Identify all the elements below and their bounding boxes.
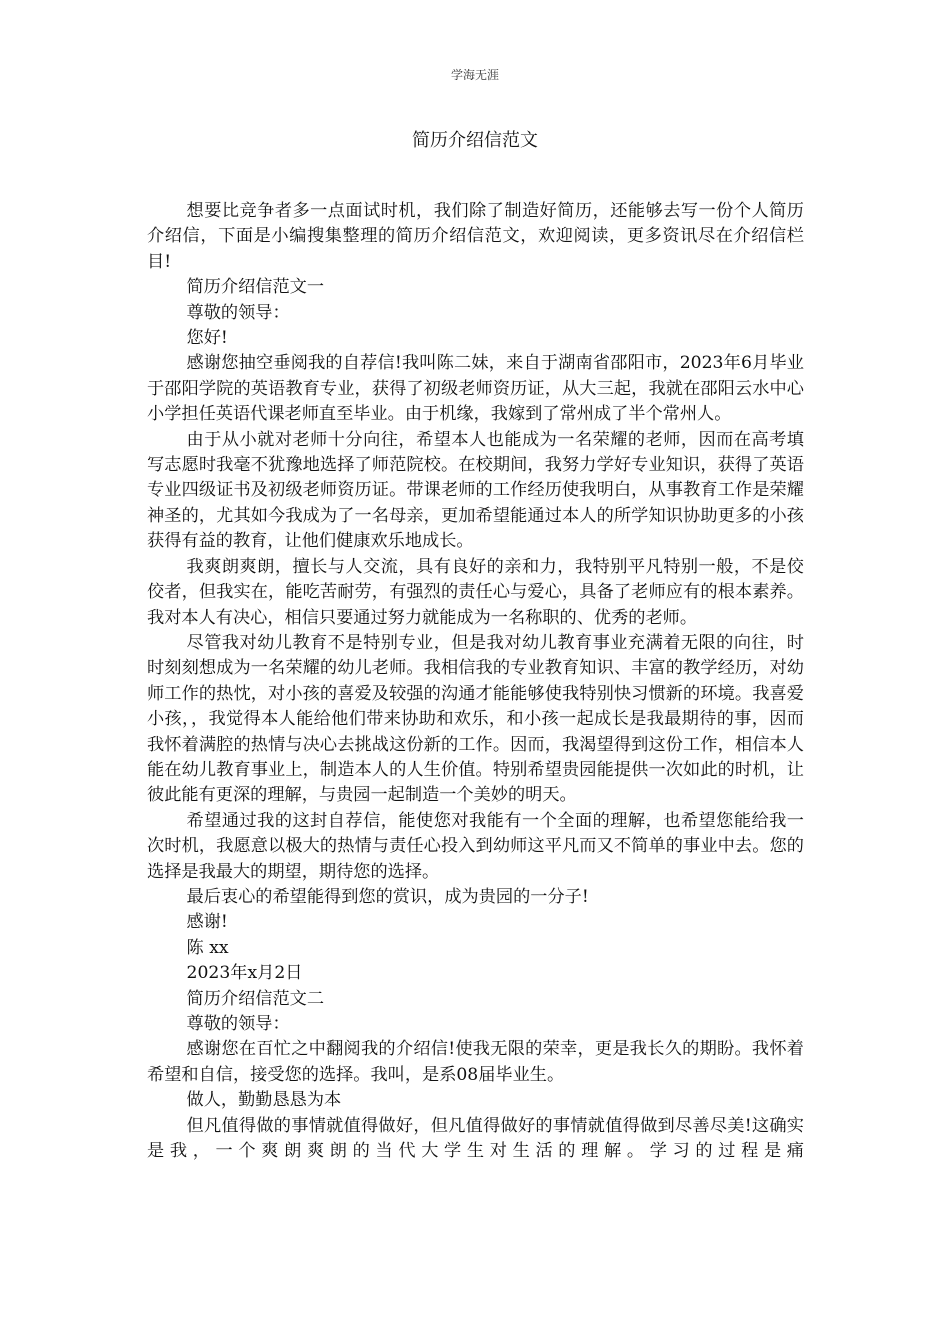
- salutation: 尊敬的领导：: [186, 1014, 290, 1034]
- paragraph: 希望通过我的这封自荐信，能使您对我能有一个全面的理解，也希望您能给我一次时机，我愿意以极大的热情与责任心投入到幼师这平凡而又不简单的事业中去。您的选择是我最大的期望，期待您的选择。: [147, 810, 804, 882]
- document-title: 简历介绍信范文: [412, 130, 538, 151]
- page-header: 学海无涯: [450, 68, 499, 82]
- closing-thanks: 感谢!: [186, 912, 228, 933]
- paragraph-intro: 想要比竞争者多一点面试时机，我们除了制造好简历，还能够去写一份个人简历介绍信，下面是小编搜集整理的简历介绍信范文，欢迎阅读，更多资讯尽在介绍信栏目!: [147, 201, 804, 272]
- paragraph: 感谢您抽空垂阅我的自荐信!我叫陈二妹，来自于湖南省邵阳市，2023年6月毕业于邵阳学院的英语教育专业，获得了初级老师资历证，从大三起，我就在邵阳云水中心小学担任英语代课老师直至毕业。由于机缘，我嫁到了常州成了半个常州人。: [147, 353, 804, 425]
- section-heading-2: 简历介绍信范文二: [186, 988, 325, 1009]
- section-heading-1: 简历介绍信范文一: [186, 277, 325, 298]
- paragraph: 感谢您在百忙之中翻阅我的介绍信!使我无限的荣幸，更是我长久的期盼。我怀着希望和自信，接受您的选择。我叫，是系08届毕业生。: [147, 1039, 804, 1085]
- closing-wish: 最后衷心的希望能得到您的赏识，成为贵园的一分子!: [186, 886, 589, 907]
- paragraph-continued: 但凡值得做的事情就值得做好，但凡值得做好的事情就值得做到尽善尽美!这确实是我，一个爽朗爽朗的当代大学生对生活的理解。学习的过程是痛: [147, 1115, 804, 1162]
- paragraph: 我爽朗爽朗，擅长与人交流，具有良好的亲和力，我特别平凡特别一般，不是佼佼者，但我实在，能吃苦耐劳，有强烈的责任心与爱心，具备了老师应有的根本素养。我对本人有决心，相信只要通过努力就能成为一名称职的、优秀的老师。: [147, 556, 804, 628]
- signature-date: 2023年x月2日: [186, 963, 303, 984]
- paragraph: 由于从小就对老师十分向往，希望本人也能成为一名荣耀的老师，因而在高考填写志愿时我毫不犹豫地选择了师范院校。在校期间，我努力学好专业知识，获得了英语专业四级证书及初级老师资历证。带课老师的工作经历使我明白，从事教育工作是荣耀神圣的，尤其如今我成为了一名母亲，更加希望能通过本人的所学知识协助更多的小孩获得有益的教育，让他们健康欢乐地成长。: [147, 429, 804, 552]
- subheading: 做人，勤勤恳恳为本: [186, 1090, 342, 1111]
- signature-name: 陈 xx: [186, 937, 229, 958]
- salutation: 尊敬的领导：: [186, 302, 290, 323]
- paragraph: 尽管我对幼儿教育不是特别专业，但是我对幼儿教育事业充满着无限的向往，时时刻刻想成为一名荣耀的幼儿老师。我相信我的专业教育知识、丰富的教学经历，对幼师工作的热忱，对小孩的喜爱及较强的沟通才能能够使我特别快习惯新的环境。我喜爱小孩，，我觉得本人能给他们带来协助和欢乐，和小孩一起成长是我最期待的事，因而我怀着满腔的热情与决心去挑战这份新的工作。因而，我渴望得到这份工作，相信本人能在幼儿教育事业上，制造本人的人生价值。特别希望贵园能提供一次如此的时机，让彼此能有更深的理解，与贵园一起制造一个美妙的明天。: [147, 632, 804, 806]
- greeting: 您好!: [186, 328, 228, 349]
- document-body: [147, 199, 804, 1164]
